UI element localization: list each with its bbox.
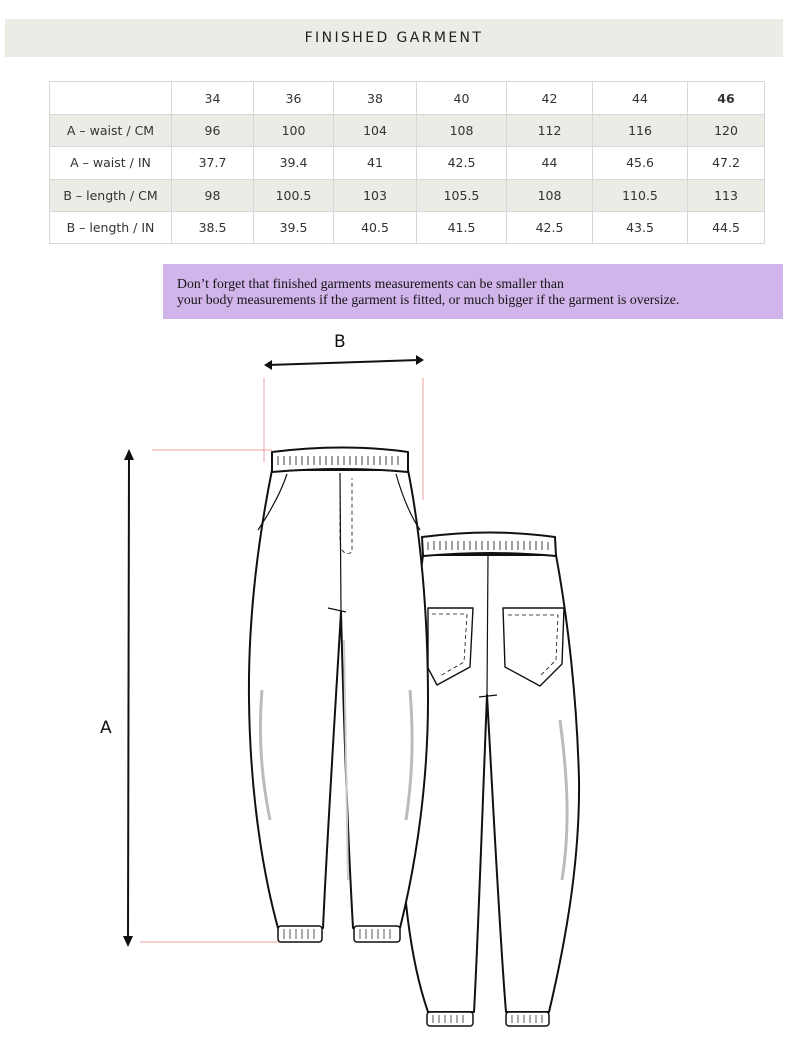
a-arrow-line [128,457,129,939]
table-cell: 39.5 [254,211,334,243]
table-cell: 108 [507,179,593,211]
table-cell: 108 [417,115,507,147]
table-cell: 47.2 [688,147,765,179]
table-cell: 96 [172,115,254,147]
table-cell: 41.5 [417,211,507,243]
a-arrow-bottom-head [123,936,133,947]
table-cell: 105.5 [417,179,507,211]
front-waistband [272,448,408,473]
table-cell: 40.5 [334,211,417,243]
table-cell: 100 [254,115,334,147]
table-cell: 103 [334,179,417,211]
table-cell: 112 [507,115,593,147]
table-cell: 37.7 [172,147,254,179]
table-cell: 44 [507,147,593,179]
table-header-cell: 44 [593,82,688,115]
row-label: B – length / CM [50,179,172,211]
table-header-cell: 40 [417,82,507,115]
page-title: FINISHED GARMENT [304,30,484,46]
note-line-1: Don’t forget that finished garments measurements can be smaller than [177,276,564,291]
table-cell: 110.5 [593,179,688,211]
table-header-cell: 36 [254,82,334,115]
row-label: B – length / IN [50,211,172,243]
label-a: A [100,718,112,738]
front-left-cuff [278,926,322,942]
table-header-cell: 46 [688,82,765,115]
front-view-trousers [249,448,428,943]
table-cell: 41 [334,147,417,179]
back-left-cuff [427,1012,473,1026]
front-right-cuff [354,926,400,942]
table-cell: 39.4 [254,147,334,179]
b-arrow-right-head [416,355,424,365]
b-arrow-left-head [264,360,272,370]
table-cell: 113 [688,179,765,211]
table-header-cell: 38 [334,82,417,115]
b-arrow-line [268,360,419,365]
row-label: A – waist / IN [50,147,172,179]
back-view-trousers [402,533,579,1027]
table-cell: 120 [688,115,765,147]
table-cell: 42.5 [507,211,593,243]
back-right-cuff [506,1012,549,1026]
front-waistband-gathers [278,456,398,465]
table-cell: 104 [334,115,417,147]
note-line-2: your body measurements if the garment is fitted, or much bigger if the garment is oversize. [177,292,680,307]
table-cell: 38.5 [172,211,254,243]
label-b: B [334,332,346,352]
table-cell: 42.5 [417,147,507,179]
table-header-cell: 34 [172,82,254,115]
table-cell: 45.6 [593,147,688,179]
back-waistband-gathers [428,541,548,550]
front-leg-outline [249,470,428,928]
table-cell: 44.5 [688,211,765,243]
table-header-cell: 42 [507,82,593,115]
table-cell: 43.5 [593,211,688,243]
table-cell: 100.5 [254,179,334,211]
row-label: A – waist / CM [50,115,172,147]
table-cell: 98 [172,179,254,211]
table-cell: 116 [593,115,688,147]
a-arrow-top-head [124,449,134,460]
